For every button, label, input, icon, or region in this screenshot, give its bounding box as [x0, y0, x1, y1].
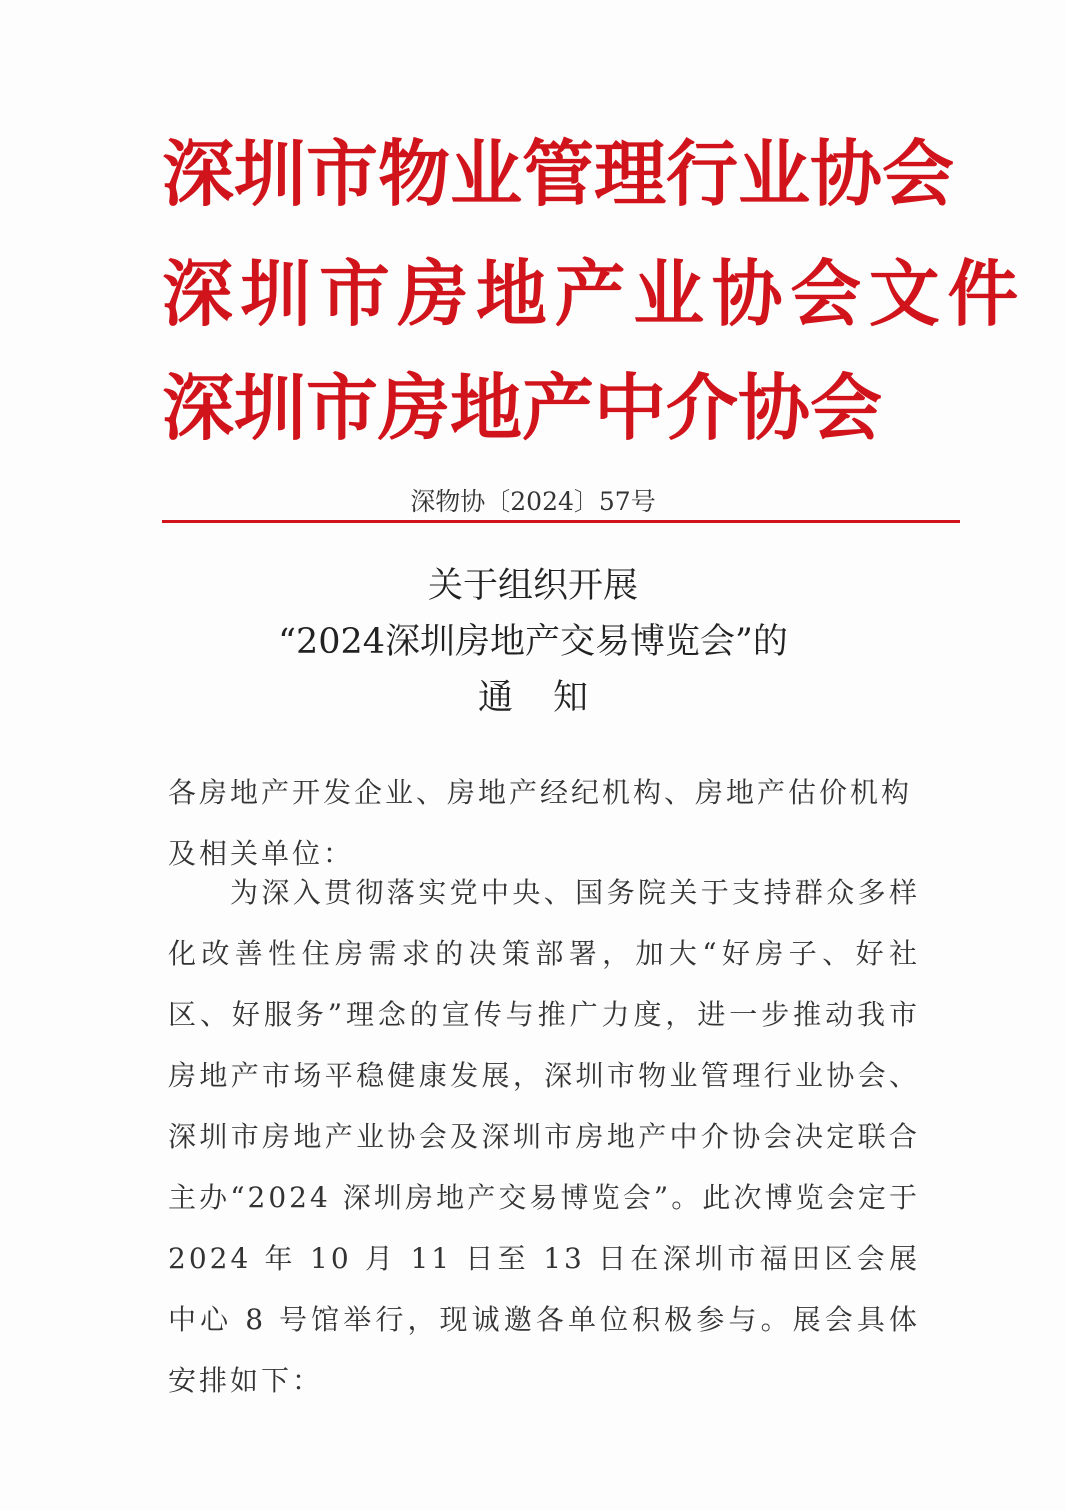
red-divider-line — [162, 520, 960, 523]
issuer-name-real-estate-agency-association: 深圳市房地产中介协会 — [162, 366, 883, 450]
body-paragraph: 为深入贯彻落实党中央、国务院关于支持群众多样化改善性住房需求的决策部署，加大“好房子、好社区、好服务”理念的宣传与推广力度，进一步推动我市房地产市场平稳健康发展，深圳市物业管理行业协会、深圳市房地产业协会及深圳市房地产中介协会决定联合主办“2024 深圳房地产交易博览会”。此次博览会定于 2024 年 10 月 11 日至 13 日在深圳市福田区会展中心 8 号馆举行，现诚邀各单位积极参与。展会具体安排如下： — [168, 876, 920, 1397]
notice-title-line-3: 通知 — [477, 678, 628, 718]
notice-title-line-2: “2024深圳房地产交易博览会”的 — [278, 622, 788, 662]
issuer-name-property-management-association: 深圳市物业管理行业协会 — [162, 132, 955, 216]
document-number: 深物协〔2024〕57号 — [410, 487, 656, 516]
issuer-name-real-estate-association: 深圳市房地产业协会文件 — [162, 252, 1027, 336]
notice-title-line-1: 关于组织开展 — [427, 566, 638, 606]
salutation: 各房地产开发企业、房地产经纪机构、房地产估价机构及相关单位： — [168, 776, 913, 870]
